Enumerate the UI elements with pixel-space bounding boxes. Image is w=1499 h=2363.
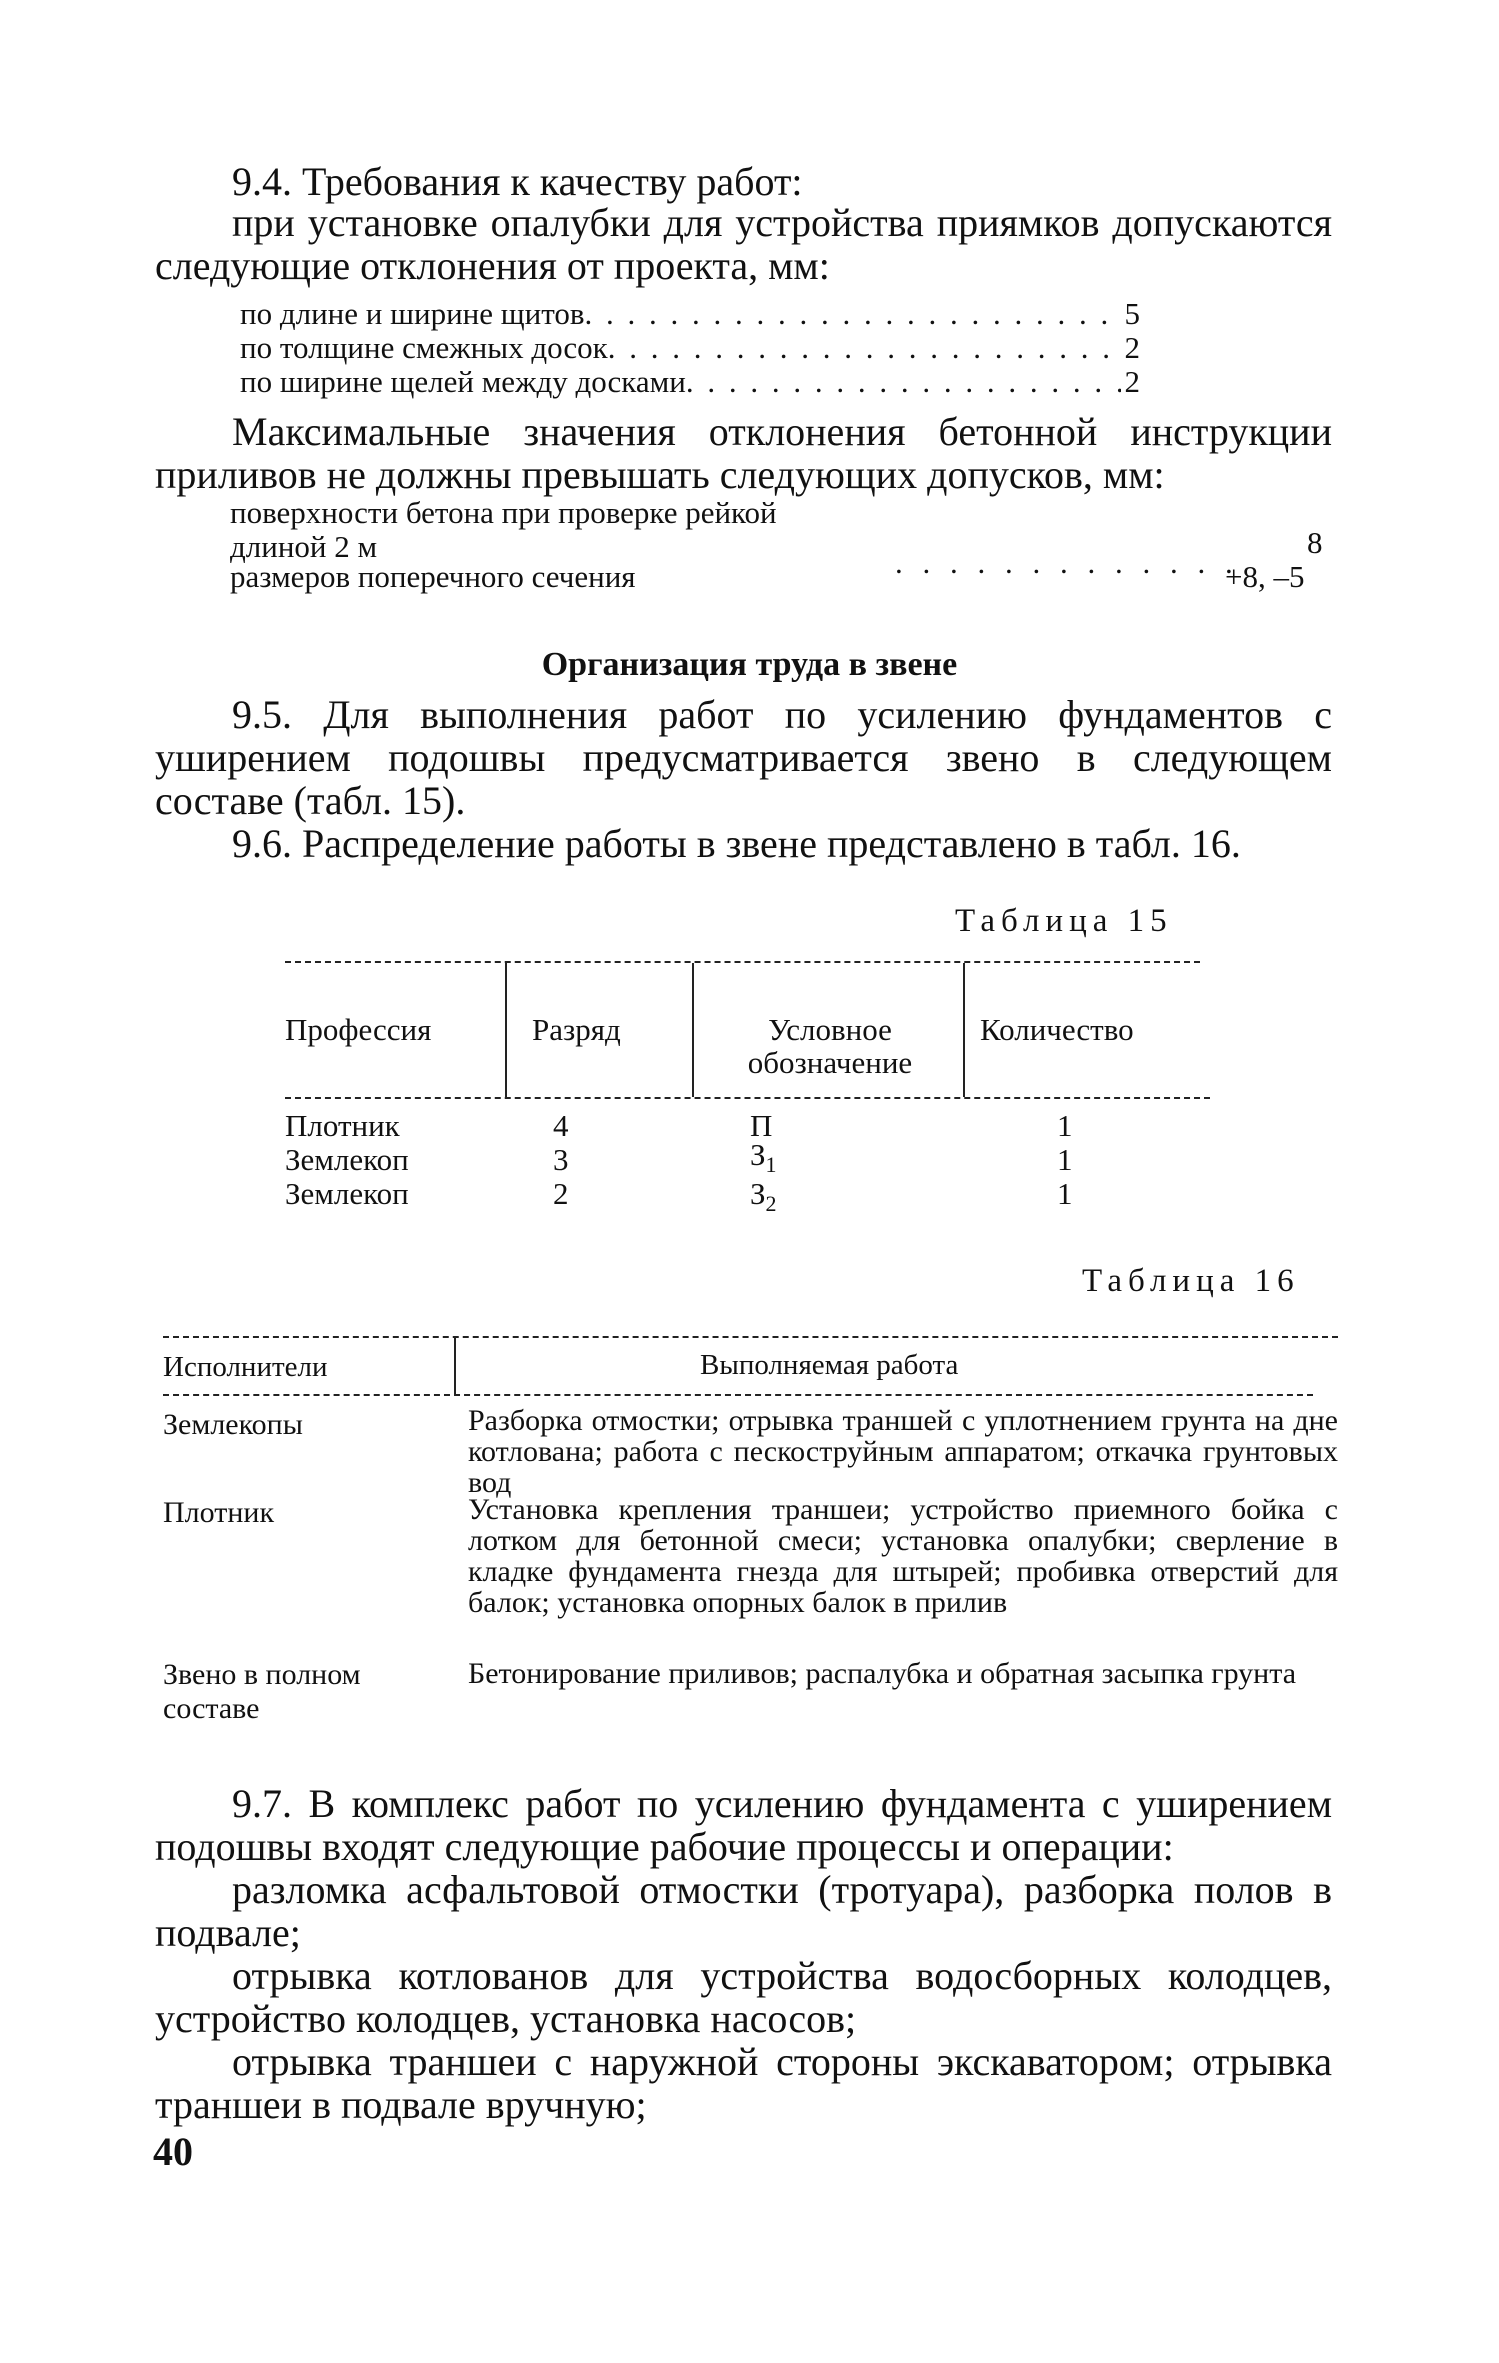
table16-work: Установка крепления траншеи; устройство приемного бойка с лотком для бетонной смеси; установка опалубки; сверление в кладке фундамента гнезда для штырей; пробивка отверстий для балок; установка опорных балок в прилив: [468, 1493, 1338, 1619]
tolerance-label: по длине и ширине щитов: [240, 296, 585, 331]
leader-dots: . . . . . . . . . . . . .: [895, 545, 1239, 580]
table15-grade: 2: [553, 1176, 569, 1211]
list-item: отрывка котлованов для устройства водосборных колодцев, устройство колодцев, установка насосов;: [155, 1953, 1332, 2041]
tolerance-label: по толщине смежных досок: [240, 330, 608, 365]
table15-profession: Плотник: [285, 1108, 400, 1143]
table15-profession: Землекоп: [285, 1142, 409, 1177]
section-9-4-title: 9.4. Требования к качеству работ:: [232, 159, 803, 204]
page-number: 40: [153, 2129, 193, 2174]
table15-grade: 4: [553, 1108, 569, 1143]
max-tolerance-label: размеров поперечного сечения: [230, 559, 636, 594]
tolerance-row: [240, 331, 1140, 365]
tolerance-value: 2: [1124, 364, 1140, 399]
max-tolerance-value: 8: [1307, 525, 1323, 560]
list-item: отрывка траншеи с наружной стороны экскаватором; отрывка траншеи в подвале вручную;: [155, 2039, 1332, 2127]
tolerance-label: по ширине щелей между досками: [240, 364, 686, 399]
max-deviation-text: Максимальные значения отклонения бетонной инструкции приливов не должны превышать следующих допусков, мм:: [155, 409, 1332, 497]
table15-header-symbol: Условное обозначение: [747, 1012, 913, 1080]
max-tolerance-value: +8, –5: [1225, 559, 1305, 594]
table15-count: 1: [1057, 1108, 1073, 1143]
list-item: разломка асфальтовой отмостки (тротуара), разборка полов в подвале;: [155, 1867, 1332, 1955]
table16-performer: составе: [163, 1692, 260, 1725]
table15-symbol: $З_1$: [750, 1137, 777, 1178]
section-9-4-intro: при установке опалубки для устройства приямков допускаются следующие отклонения от проекта, мм:: [155, 200, 1332, 288]
tolerance-list: [240, 297, 1140, 399]
table16-work: Бетонирование приливов; распалубка и обратная засыпка грунта: [468, 1657, 1297, 1690]
table15-count: 1: [1057, 1142, 1073, 1177]
tolerance-value: 2: [1124, 330, 1140, 365]
tolerance-value: 5: [1124, 296, 1140, 331]
table16-header-work: Выполняемая работа: [700, 1349, 959, 1381]
table15-header-grade: Разряд: [532, 1012, 621, 1047]
table16-performer: Звено в полном: [163, 1658, 361, 1691]
table15-grade: 3: [553, 1142, 569, 1177]
table15-header-profession: Профессия: [285, 1012, 432, 1047]
table16-header-performers: Исполнители: [163, 1351, 328, 1383]
table16-performer: Плотник: [163, 1496, 275, 1529]
max-tolerance-label-line2: длиной 2 м: [230, 529, 378, 564]
table15-symbol: П: [750, 1108, 773, 1143]
section-9-6: 9.6. Распределение работы в звене представлено в табл. 16.: [232, 821, 1241, 866]
table15-symbol: $З_2$: [750, 1176, 777, 1217]
tolerance-row: [240, 365, 1140, 399]
table15-caption: Таблица 15: [955, 903, 1173, 939]
table15-profession: Землекоп: [285, 1176, 409, 1211]
table16-caption: Таблица 16: [1082, 1263, 1300, 1299]
section-9-7-intro: 9.7. В комплекс работ по усилению фундамента с уширением подошвы входят следующие рабочие процессы и операции:: [155, 1781, 1332, 1869]
table16-work: Разборка отмостки; отрывка траншей с уплотнением грунта на дне котлована; работа с пескоструйным аппаратом; откачка грунтовых вод: [468, 1404, 1338, 1499]
section-9-5: 9.5. Для выполнения работ по усилению фундаментов с уширением подошвы предусматривается звено в следующем составе (табл. 15).: [155, 692, 1332, 823]
table15-count: 1: [1057, 1176, 1073, 1211]
table16-performer: Землекопы: [163, 1408, 303, 1441]
tolerance-row: [240, 297, 1140, 331]
section-heading: Организация труда в звене: [541, 646, 958, 683]
table15-header-count: Количество: [980, 1012, 1134, 1047]
max-tolerance-label-line1: поверхности бетона при проверке рейкой: [230, 495, 777, 530]
